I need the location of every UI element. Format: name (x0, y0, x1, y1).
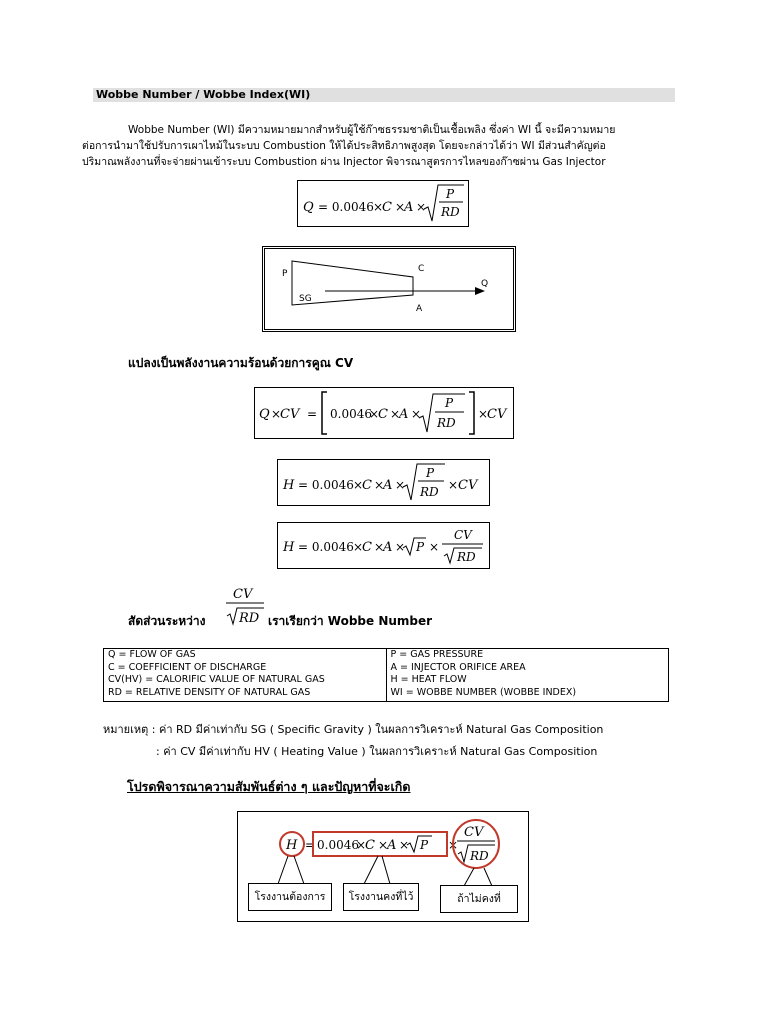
fig-eq: = (305, 838, 316, 852)
eq3-times-2: × (374, 478, 385, 492)
equation-flow (297, 180, 469, 227)
eq4-c: C (362, 540, 372, 555)
definition-row: CV(HV) = CALORIFIC VALUE OF NATURAL GAS (108, 674, 325, 685)
eq1-den: RD (441, 205, 460, 219)
ratio-prefix: สัดส่วนระหว่าง (128, 614, 206, 628)
injector-diagram (262, 246, 516, 332)
fig-c: C (365, 838, 375, 853)
eq2-den: RD (437, 416, 456, 430)
equation-heat (277, 459, 490, 506)
ratio-suffix: เราเรียกว่า Wobbe Number (268, 614, 433, 628)
eq2-c: C (378, 407, 388, 422)
intro-line-2: ต่อการนำมาใช้ปรับการเผาไหม้ในระบบ Combustion ให้ได้ประสิทธิภาพสูงสุด โดยจะกล่าวได้ว่า WI มีส่วนสำคัญต่อ (82, 140, 606, 152)
label-q: Q (481, 279, 489, 289)
eq3-c: C (362, 478, 372, 493)
definition-row: P = GAS PRESSURE (390, 649, 484, 660)
eq4-times-1: × (353, 540, 364, 554)
callout-3-line (464, 868, 492, 886)
eq4-times-2: × (374, 540, 385, 554)
eq1-coef: = 0.0046 (318, 200, 374, 214)
definitions-table (103, 648, 669, 702)
eq1-c: C (382, 200, 392, 215)
eq2-times-2: × (390, 407, 401, 421)
equation-heat-wobbe (277, 522, 490, 569)
definition-row: WI = WOBBE NUMBER (WOBBE INDEX) (390, 686, 577, 698)
eq4-num: CV (454, 528, 472, 542)
convert-energy-title: แปลงเป็นพลังงานความร้อนด้วยการคูณ CV (128, 356, 354, 370)
eq1-times-1: × (373, 200, 384, 214)
eq4-times-3: × (395, 540, 406, 554)
definitions-left-column (104, 649, 386, 701)
eq2-eq: = (307, 407, 318, 421)
eq2-num: P (445, 396, 454, 410)
section-heading: Wobbe Number / Wobbe Index(WI) (93, 88, 675, 102)
intro-line-1: Wobbe Number (WI) มีความหมายมากสำหรับผู้ใช้ก๊าซธรรมชาติเป็นเชื้อเพลิง ซึ่งค่า WI นี้ จะมีความหมาย (128, 124, 616, 136)
eq2-lhs: Q (259, 407, 270, 422)
fig-times-1: × (356, 838, 367, 852)
label-a: A (416, 304, 423, 314)
eq3-a: A (383, 478, 393, 493)
eq2-cv-right: CV (487, 407, 507, 422)
annotated-equation-figure (237, 811, 529, 922)
eq4-a: A (383, 540, 393, 555)
eq3-times-4: × (448, 478, 459, 492)
eq2-a: A (399, 407, 409, 422)
eq2-left-bracket (322, 392, 327, 434)
eq4-coef: = 0.0046 (298, 540, 354, 554)
eq2-coef: 0.0046 (330, 407, 372, 421)
eq3-times-3: × (395, 478, 406, 492)
definition-row: H = HEAT FLOW (390, 674, 467, 685)
eq4-p: P (416, 540, 425, 554)
eq3-times-1: × (353, 478, 364, 492)
eq1-num: P (446, 187, 455, 201)
label-sg: SG (299, 294, 312, 304)
eq3-num: P (426, 466, 435, 480)
label-p: P (282, 269, 288, 279)
definition-row: Q = FLOW OF GAS (108, 649, 196, 660)
fig-coef: 0.0046 (317, 838, 359, 852)
label-c: C (418, 264, 425, 274)
eq4-times-4: × (429, 540, 440, 554)
eq2-times-3: × (411, 407, 422, 421)
note-line-2: : ค่า CV มีค่าเท่ากับ HV ( Heating Value ) ในผลการวิเคราะห์ Natural Gas Composition (156, 745, 598, 758)
eq3-den: RD (420, 485, 439, 499)
definition-row: RD = RELATIVE DENSITY OF NATURAL GAS (108, 686, 311, 698)
fig-den: RD (470, 849, 489, 863)
ratio-fraction (224, 582, 266, 630)
eq4-lhs: H (283, 540, 295, 555)
eq1-lhs: Q (303, 200, 314, 215)
intro-paragraph (82, 122, 682, 170)
fig-h: H (286, 838, 298, 853)
eq3-lhs: H (283, 478, 295, 493)
note-line-1: หมายเหตุ : ค่า RD มีค่าเท่ากับ SG ( Specific Gravity ) ในผลการวิเคราะห์ Natural Gas Composition (103, 723, 604, 736)
eq3-cv: CV (458, 478, 478, 493)
eq2-times-0: × (271, 407, 282, 421)
definition-row: A = INJECTOR ORIFICE AREA (390, 661, 526, 673)
fig-times-3: × (399, 838, 410, 852)
ratio-den: RD (239, 611, 260, 626)
eq1-times-3: × (416, 200, 427, 214)
eq2-times-4: × (478, 407, 489, 421)
fig-num: CV (464, 825, 484, 840)
label-factory-constant: โรงงานคงที่ไว้ (343, 883, 419, 911)
eq1-a: A (404, 200, 414, 215)
callout-2-line (364, 856, 390, 884)
definition-row: C = COEFFICIENT OF DISCHARGE (108, 661, 267, 673)
eq3-coef: = 0.0046 (298, 478, 354, 492)
eq4-den: RD (457, 550, 476, 564)
label-if-not-constant: ถ้าไม่คงที่ (440, 885, 518, 913)
ratio-num: CV (233, 587, 253, 602)
label-factory-needs: โรงงานต้องการ (248, 883, 332, 911)
definitions-right-column (386, 649, 669, 701)
callout-1-line (278, 856, 304, 884)
eq2-cv-left: CV (280, 407, 300, 422)
fig-times-2: × (378, 838, 389, 852)
eq1-times-2: × (395, 200, 406, 214)
eq2-right-bracket (469, 392, 474, 434)
eq2-times-1: × (369, 407, 380, 421)
equation-energy (254, 387, 514, 439)
fig-times-4: × (448, 838, 459, 852)
fig-a: A (387, 838, 397, 853)
fig-p: P (420, 838, 429, 852)
consider-relationships-title: โปรดพิจารณาความสัมพันธ์ต่าง ๆ และปัญหาที่จะเกิด (127, 779, 411, 794)
intro-line-3: ปริมาณพลังงานที่จะจ่ายผ่านเข้าระบบ Combustion ผ่าน Injector พิจารณาสูตรการไหลของก๊าซผ่าน Gas Injector (82, 156, 606, 168)
